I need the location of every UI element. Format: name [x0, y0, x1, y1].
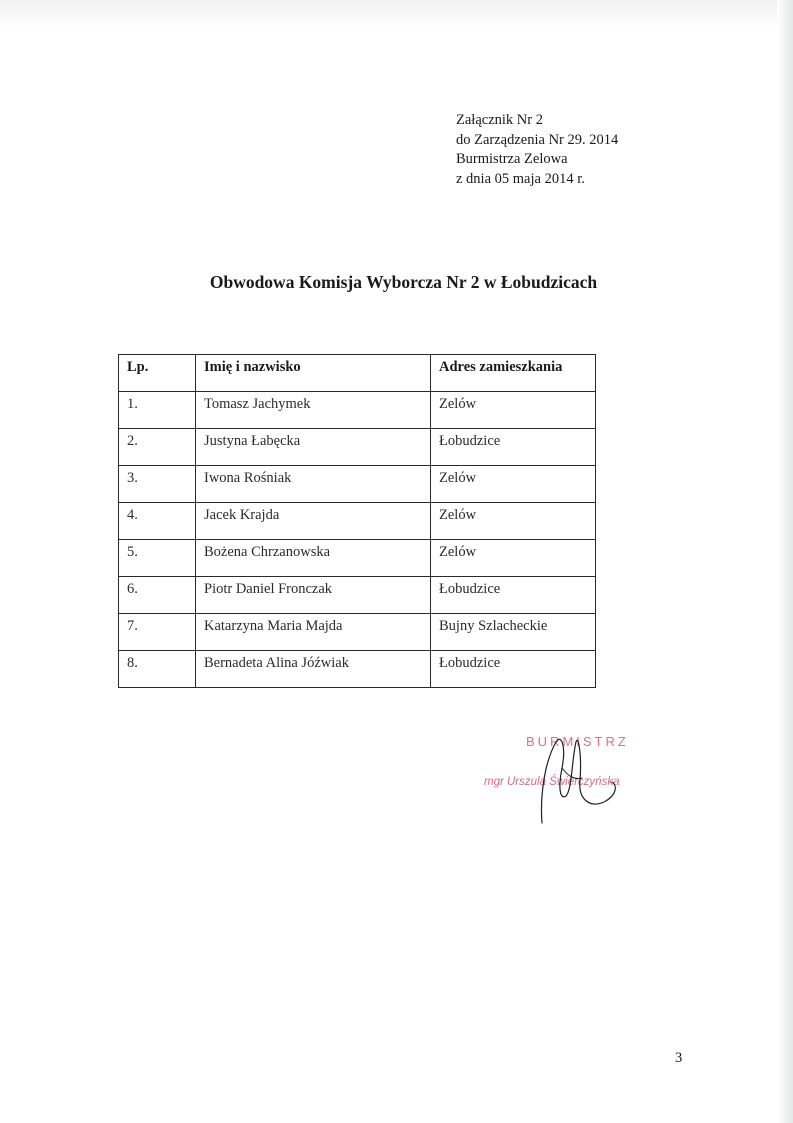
row-address: Łobudzice: [431, 577, 596, 614]
row-name: Katarzyna Maria Majda: [196, 614, 431, 651]
commission-members-table: [118, 354, 596, 688]
header-name: Imię i nazwisko: [196, 355, 431, 392]
row-number: 5.: [119, 540, 196, 577]
annex-date: z dnia 05 maja 2014 r.: [456, 170, 585, 187]
row-name: Iwona Rośniak: [196, 466, 431, 503]
header-lp: Lp.: [119, 355, 196, 392]
table-row: [119, 651, 596, 688]
table-row: [119, 540, 596, 577]
table-row: [119, 614, 596, 651]
row-number: 7.: [119, 614, 196, 651]
row-address: Bujny Szlacheckie: [431, 614, 596, 651]
row-number: 1.: [119, 392, 196, 429]
scan-shadow-right: [777, 0, 793, 1123]
annex-number: Załącznik Nr 2: [456, 112, 543, 128]
mayor-stamp: [470, 728, 690, 828]
row-address: Zelów: [431, 503, 596, 540]
table-row: [119, 577, 596, 614]
annex-ordinance: do Zarządzenia Nr 29. 2014: [456, 131, 619, 148]
stamp-name: mgr Urszula Świerczyńska: [484, 776, 620, 788]
header-address: Adres zamieszkania: [431, 355, 596, 392]
table-header-row: [119, 355, 596, 392]
row-address: Łobudzice: [431, 429, 596, 466]
row-number: 6.: [119, 577, 196, 614]
table-row: [119, 466, 596, 503]
annex-header: [456, 111, 618, 189]
table-row: [119, 392, 596, 429]
row-number: 4.: [119, 503, 196, 540]
row-address: Łobudzice: [431, 651, 596, 688]
table-row: [119, 429, 596, 466]
row-name: Tomasz Jachymek: [196, 392, 431, 429]
stamp-title: BURMISTRZ: [526, 734, 629, 749]
document-title: Obwodowa Komisja Wyborcza Nr 2 w Łobudzicach: [209, 272, 598, 292]
row-address: Zelów: [431, 540, 596, 577]
row-number: 3.: [119, 466, 196, 503]
row-name: Bożena Chrzanowska: [196, 540, 431, 577]
row-name: Jacek Krajda: [196, 503, 431, 540]
row-name: Bernadeta Alina Jóźwiak: [196, 651, 431, 688]
row-name: Justyna Łabęcka: [196, 429, 431, 466]
row-number: 8.: [119, 651, 196, 688]
annex-authority: Burmistrza Zelowa: [456, 151, 568, 167]
row-name: Piotr Daniel Fronczak: [196, 577, 431, 614]
row-address: Zelów: [431, 466, 596, 503]
signature-icon: [470, 728, 690, 828]
row-address: Zelów: [431, 392, 596, 429]
page-number: 3: [675, 1050, 683, 1066]
scan-shadow-top: [0, 0, 793, 30]
row-number: 2.: [119, 429, 196, 466]
table-row: [119, 503, 596, 540]
